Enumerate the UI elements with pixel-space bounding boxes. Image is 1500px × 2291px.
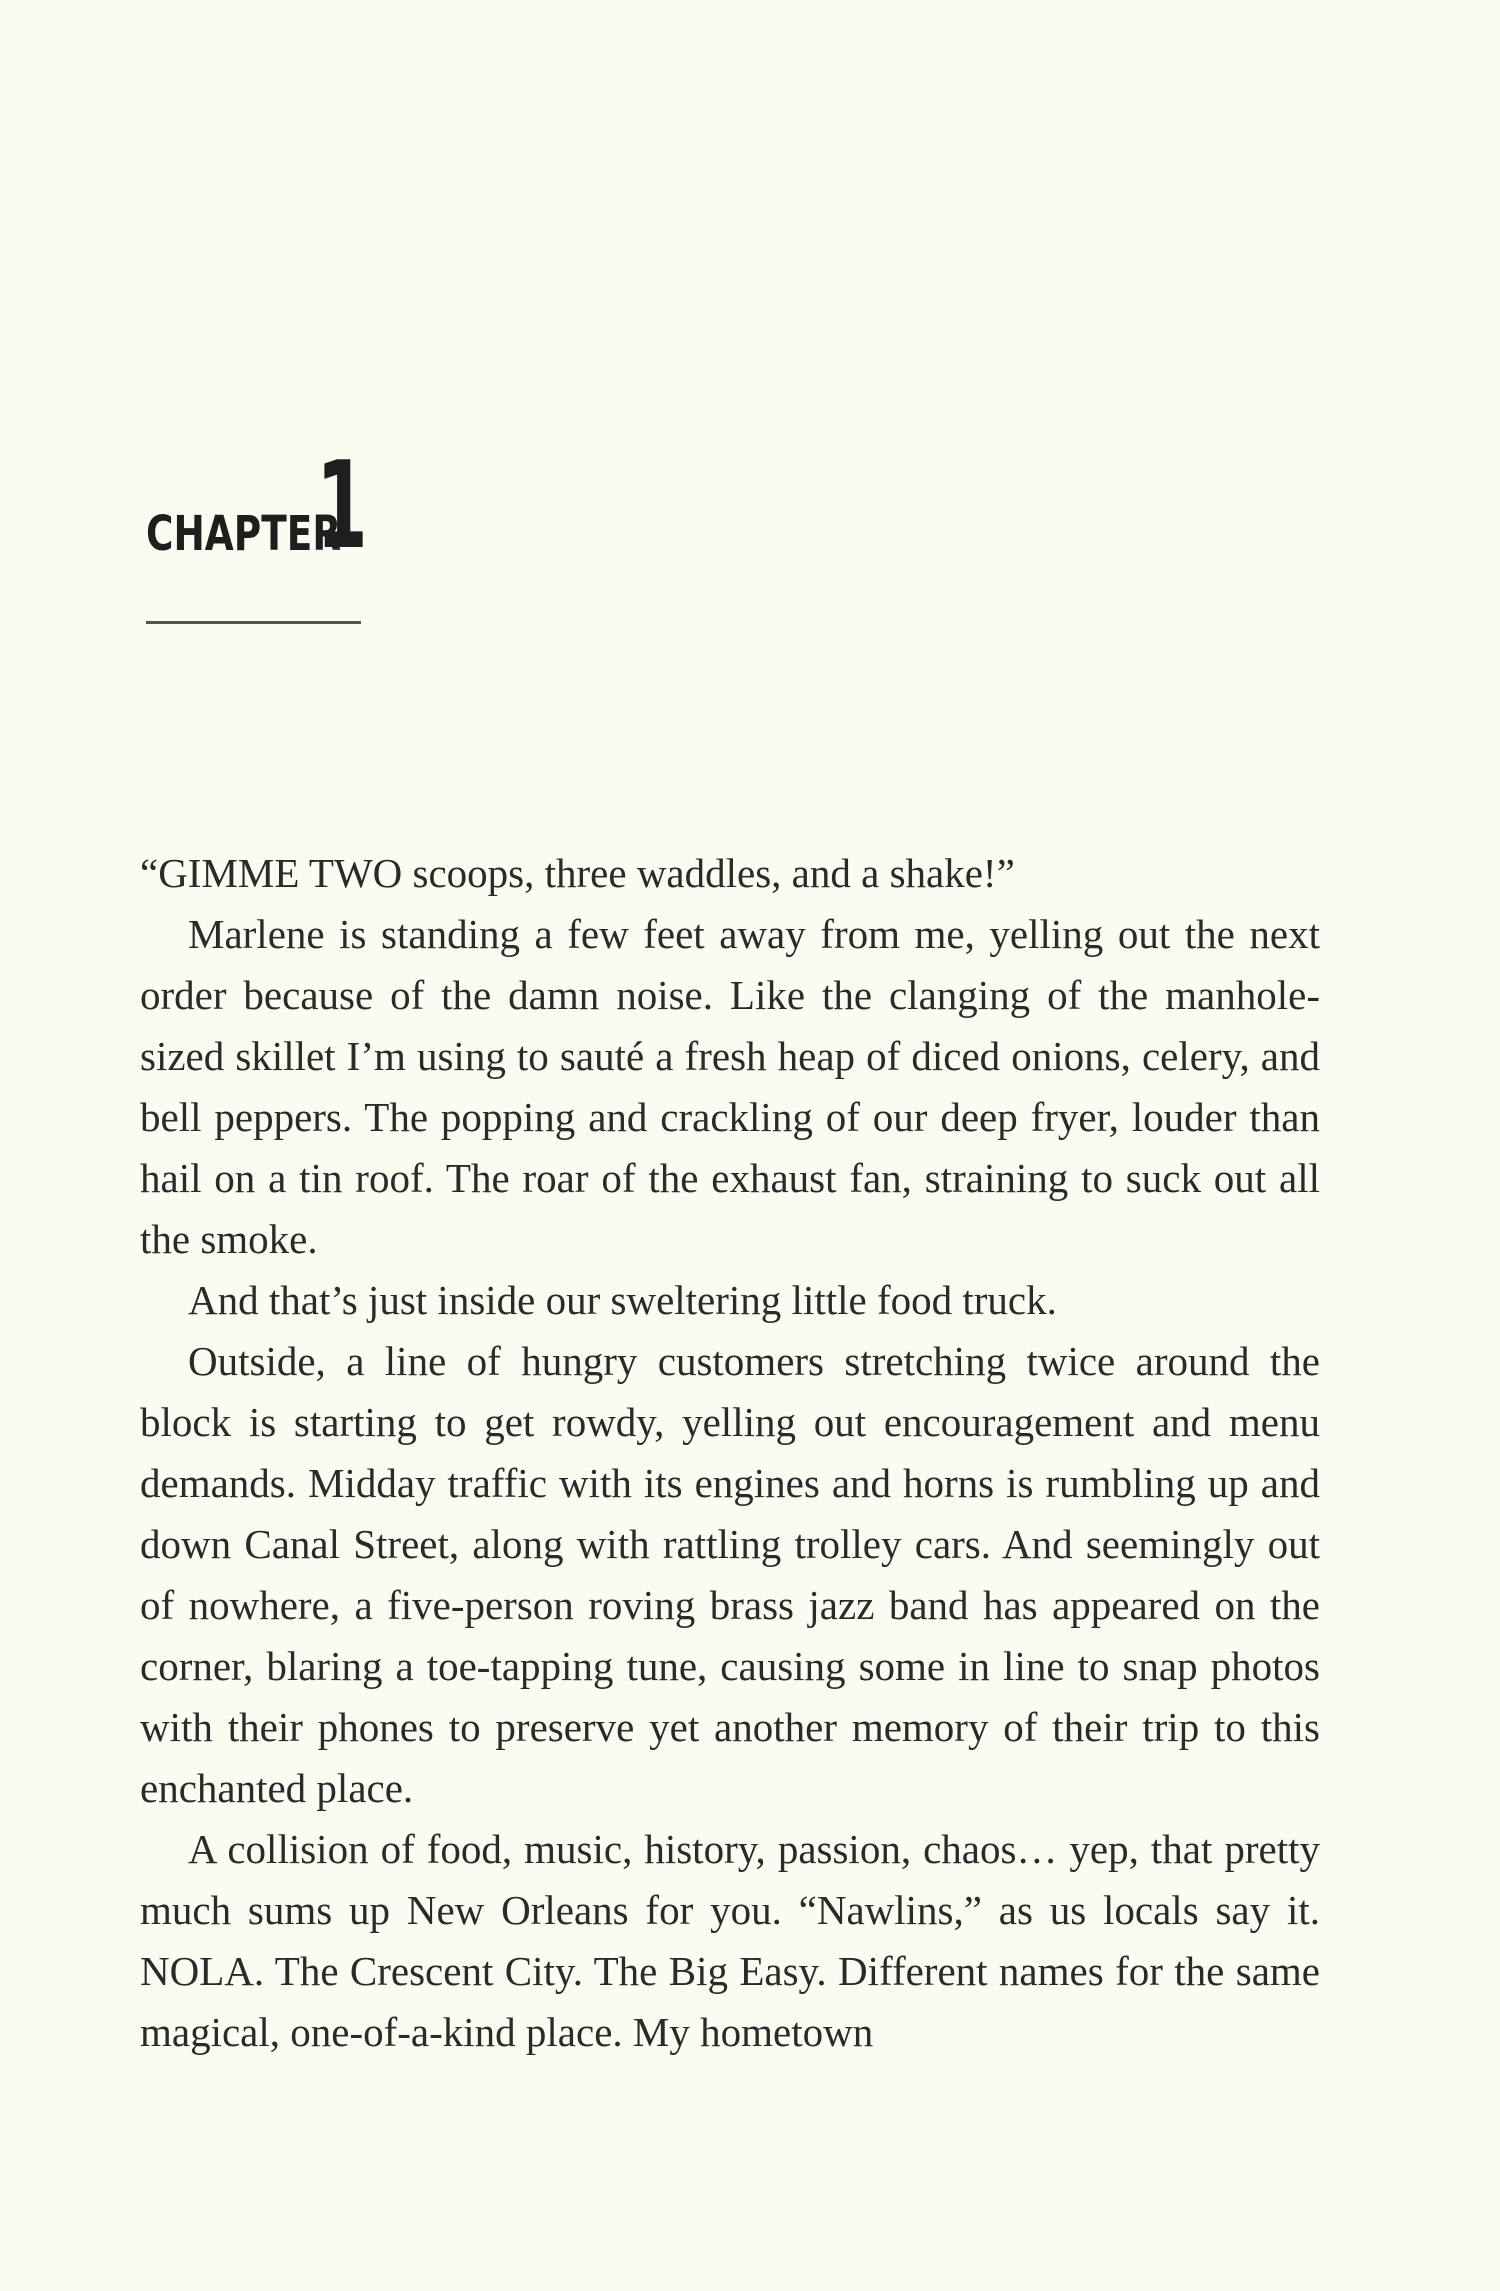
chapter-divider	[146, 621, 361, 624]
chapter-heading	[146, 437, 400, 576]
paragraph-2: Marlene is standing a few feet away from me, yelling out the next order because of the damn noise. Like the clanging of the manhole-sized skillet I’m using to sauté a fresh heap of diced onions, celery, and bell peppers. The popping and crackling of our deep fryer, louder than hail on a tin roof. The roar of the exhaust fan, straining to suck out all the smoke.	[140, 911, 1320, 1262]
paragraph-3: And that’s just inside our sweltering little food truck.	[188, 1277, 1057, 1323]
paragraph-4: Outside, a line of hungry customers stretching twice around the block is starting to get rowdy, yelling out encouragement and menu demands. Midday traffic with its engines and horns is rumbling up and down Canal Street, along with rattling trolley cars. And seemingly out of nowhere, a five-person roving brass jazz band has appeared on the corner, blaring a toe-tapping tune, causing some in line to snap photos with their phones to preserve yet another memory of their trip to this enchanted place.	[140, 1338, 1320, 1811]
paragraph-5: A collision of food, music, history, passion, chaos… yep, that pretty much sums up New Orleans for you. “Nawlins,” as us locals say it. NOLA. The Crescent City. The Big Easy. Different names for the same magical, one-of-a-kind place. My hometown	[140, 1826, 1320, 2055]
paragraph-1: “GIMME TWO scoops, three waddles, and a shake!”	[140, 850, 1015, 896]
chapter-number: 1	[316, 437, 368, 576]
chapter-body	[140, 843, 1320, 2063]
chapter-label: CHAPTER	[146, 506, 342, 563]
